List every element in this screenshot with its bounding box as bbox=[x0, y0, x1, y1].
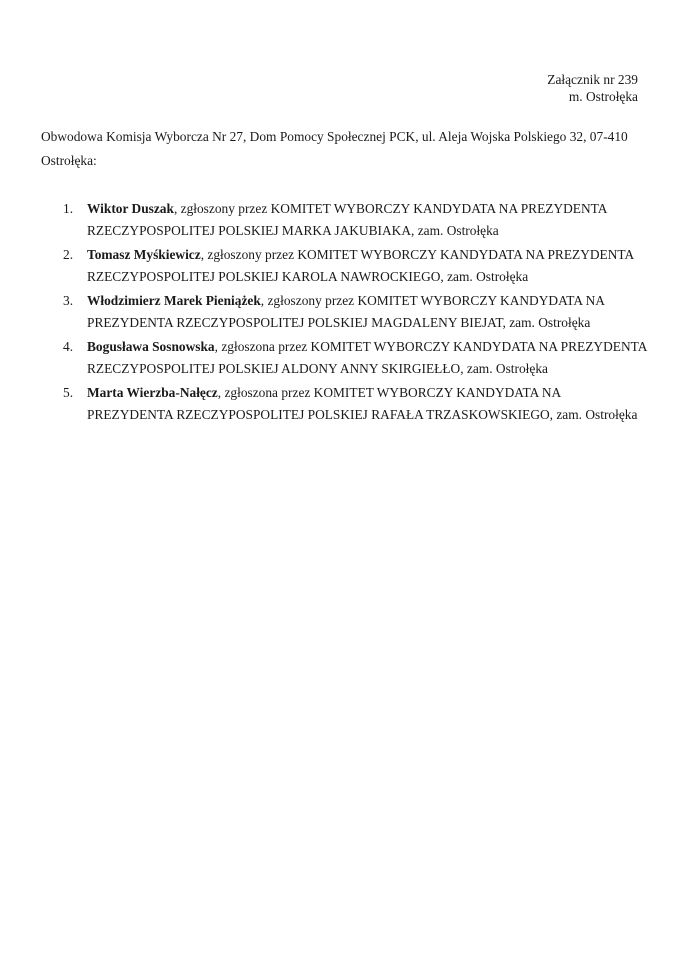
item-number: 5. bbox=[63, 385, 74, 400]
item-number: 3. bbox=[63, 293, 74, 308]
member-name: Włodzimierz Marek Pieniążek bbox=[87, 293, 261, 308]
list-item bbox=[0, 198, 647, 242]
member-name: Wiktor Duszak bbox=[87, 201, 174, 216]
attachment-number: Załącznik nr 239 bbox=[547, 72, 638, 87]
member-details: , zgłoszony przez KOMITET WYBORCZY KANDYDATA NA PREZYDENTA RZECZYPOSPOLITEJ POLSKIEJ MARKA JAKUBIAKA, zam. Ostrołęka bbox=[87, 201, 607, 238]
member-name: Marta Wierzba-Nałęcz bbox=[87, 385, 218, 400]
member-name: Tomasz Myśkiewicz bbox=[87, 247, 201, 262]
member-name: Bogusława Sosnowska bbox=[87, 339, 215, 354]
list-item bbox=[0, 336, 647, 380]
member-details: , zgłoszona przez KOMITET WYBORCZY KANDYDATA NA PREZYDENTA RZECZYPOSPOLITEJ POLSKIEJ RAFAŁA TRZASKOWSKIEGO, zam. Ostrołęka bbox=[87, 385, 638, 422]
city-label: m. Ostrołęka bbox=[568, 89, 638, 104]
member-details: , zgłoszona przez KOMITET WYBORCZY KANDYDATA NA PREZYDENTA RZECZYPOSPOLITEJ POLSKIEJ ALDONY ANNY SKIRGIEŁŁO, zam. Ostrołęka bbox=[87, 339, 647, 376]
member-details: , zgłoszony przez KOMITET WYBORCZY KANDYDATA NA PREZYDENTA RZECZYPOSPOLITEJ POLSKIEJ MAGDALENY BIEJAT, zam. Ostrołęka bbox=[87, 293, 605, 330]
list-item bbox=[0, 244, 647, 288]
commission-description: Obwodowa Komisja Wyborcza Nr 27, Dom Pomocy Społecznej PCK, ul. Aleja Wojska Polskiego 32, 07-410 Ostrołęka: bbox=[41, 129, 628, 168]
item-number: 4. bbox=[63, 339, 74, 354]
document-header bbox=[547, 71, 638, 105]
list-item bbox=[0, 290, 647, 334]
member-details: , zgłoszony przez KOMITET WYBORCZY KANDYDATA NA PREZYDENTA RZECZYPOSPOLITEJ POLSKIEJ KAROLA NAWROCKIEGO, zam. Ostrołęka bbox=[87, 247, 634, 284]
item-number: 2. bbox=[63, 247, 74, 262]
item-number: 1. bbox=[63, 201, 74, 216]
member-list bbox=[0, 198, 679, 428]
list-item bbox=[0, 382, 647, 426]
